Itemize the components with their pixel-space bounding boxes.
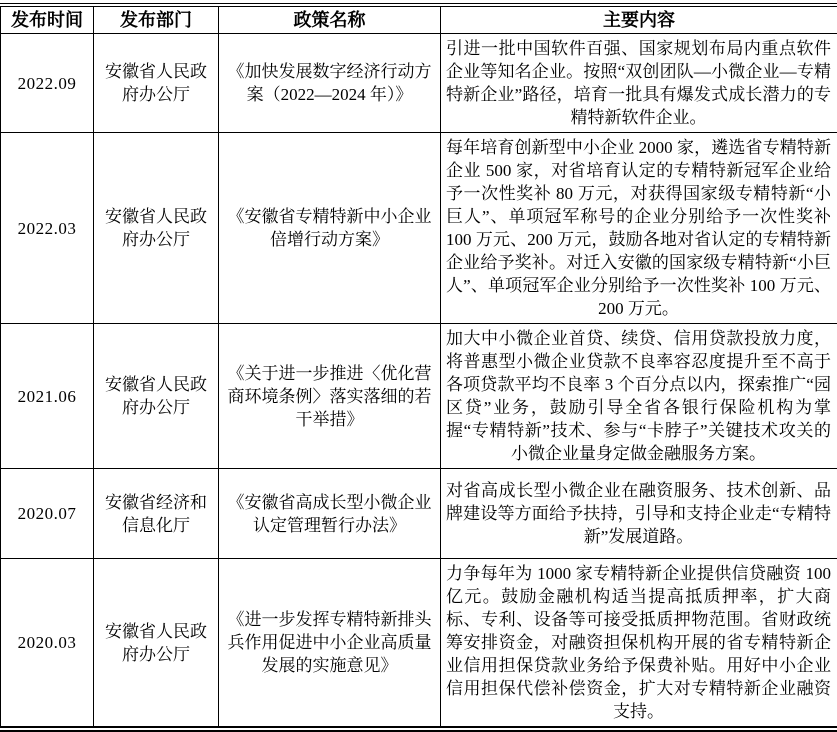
- cell-policy: 《加快发展数字经济行动方案（2022—2024 年）》: [219, 34, 441, 133]
- col-header-content: 主要内容: [441, 5, 837, 34]
- cell-content: 每年培育创新型中小企业 2000 家，遴选省专精特新企业 500 家，对省培育认定的专精特新冠军企业给予一次性奖补 80 万元，对获得国家级专精特新“小巨人”、单项冠军称号的企业分别给予一次性奖补 100 万元、200 万元，鼓励各地对省认定的专精特新企业给予奖补。对迁入安徽的国家级专精特新“小巨人”、单项冠军企业分别给予一次性奖补 100 万元、200 万元。: [441, 133, 837, 324]
- cell-policy: 《进一步发挥专精特新排头兵作用促进中小企业高质量发展的实施意见》: [219, 559, 441, 730]
- cell-date: 2020.03: [1, 559, 94, 730]
- cell-department: 安徽省人民政府办公厅: [94, 133, 219, 324]
- cell-date: 2021.06: [1, 324, 94, 469]
- cell-department: 安徽省人民政府办公厅: [94, 324, 219, 469]
- table-row: [1, 559, 837, 730]
- table-row: [1, 34, 837, 133]
- cell-department: 安徽省人民政府办公厅: [94, 34, 219, 133]
- cell-policy: 《关于进一步推进〈优化营商环境条例〉落实落细的若干举措》: [219, 324, 441, 469]
- cell-content: 力争每年为 1000 家专精特新企业提供信贷融资 100 亿元。鼓励金融机构适当提高抵质押率，扩大商标、专利、设备等可接受抵质押物范围。省财政统筹安排资金，对融资担保机构开展的省专精特新企业信用担保贷款业务给予保费补贴。用好中小企业信用担保代偿补偿资金，扩大对专精特新企业融资支持。: [441, 559, 837, 730]
- cell-content: 加大中小微企业首贷、续贷、信用贷款投放力度，将普惠型小微企业贷款不良率容忍度提升至不高于各项贷款平均不良率 3 个百分点以内，探索推广“园区贷”业务，鼓励引导全省各银行保险机构为掌握“专精特新”技术、参与“卡脖子”关键技术攻关的小微企业量身定做金融服务方案。: [441, 324, 837, 469]
- col-header-policy: 政策名称: [219, 5, 441, 34]
- cell-content: 引进一批中国软件百强、国家规划布局内重点软件企业等知名企业。按照“双创团队—小微企业—专精特新企业”路径，培育一批具有爆发式成长潜力的专精特新软件企业。: [441, 34, 837, 133]
- cell-date: 2020.07: [1, 469, 94, 559]
- table-row: [1, 469, 837, 559]
- col-header-date: 发布时间: [1, 5, 94, 34]
- cell-department: 安徽省人民政府办公厅: [94, 559, 219, 730]
- header-row: [1, 5, 837, 34]
- cell-policy: 《安徽省专精特新中小企业倍增行动方案》: [219, 133, 441, 324]
- cell-date: 2022.03: [1, 133, 94, 324]
- table-row: [1, 133, 837, 324]
- cell-policy: 《安徽省高成长型小微企业认定管理暂行办法》: [219, 469, 441, 559]
- cell-content: 对省高成长型小微企业在融资服务、技术创新、品牌建设等方面给予扶持，引导和支持企业走“专精特新”发展道路。: [441, 469, 837, 559]
- policy-table: [0, 3, 837, 732]
- cell-department: 安徽省经济和信息化厅: [94, 469, 219, 559]
- table-row: [1, 324, 837, 469]
- col-header-department: 发布部门: [94, 5, 219, 34]
- cell-date: 2022.09: [1, 34, 94, 133]
